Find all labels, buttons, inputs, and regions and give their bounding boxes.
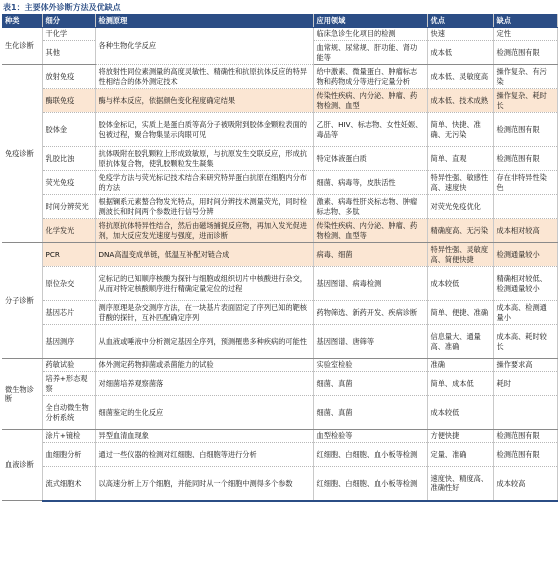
cons-cell [493, 396, 557, 430]
header-pros: 优点 [427, 14, 493, 28]
table-row [2, 147, 557, 171]
category-cell: 生化诊断 [2, 28, 42, 65]
header-row [2, 14, 557, 28]
cons-cell: 耗时 [493, 372, 557, 396]
principle-cell: 酶与样本反应，依据颜色变化程度确定结果 [95, 89, 313, 113]
pros-cell: 简单、成本低 [427, 372, 493, 396]
application-cell: 药物筛选、新药开发、疾病诊断 [313, 301, 427, 325]
principle-cell: 体外测定药物抑菌或杀菌能力的试验 [95, 359, 313, 372]
principle-cell: 以高速分析上万个细胞，并能同时从一个细胞中测得多个参数 [95, 467, 313, 501]
cons-cell: 操作复杂、有污染 [493, 65, 557, 89]
subtype-cell: 药敏试验 [42, 359, 95, 372]
subtype-cell: 干化学 [42, 28, 95, 41]
principle-cell: 将抗原抗体特异性结合，然后由磁场捕捉反应物，再加入发光促进剂，加大反应发光速度与强度，进而诊断 [95, 219, 313, 243]
principle-cell: 免疫学方法与荧光标记技术结合来研究特异蛋白抗原在细胞内分布的方法 [95, 171, 313, 195]
header-subtype: 细分 [42, 14, 95, 28]
table-row [2, 243, 557, 267]
principle-cell: 异型血清血现象 [95, 430, 313, 443]
subtype-cell: 涂片+镜检 [42, 430, 95, 443]
subtype-cell: 血细胞分析 [42, 443, 95, 467]
pros-cell: 特异性强、敏感性高、速度快 [427, 171, 493, 195]
table-row [2, 301, 557, 325]
pros-cell: 成本较低 [427, 396, 493, 430]
principle-cell: 细菌鉴定的生化反应 [95, 396, 313, 430]
table-row [2, 219, 557, 243]
subtype-cell: 培养+形态观察 [42, 372, 95, 396]
table-row [2, 430, 557, 443]
application-cell: 实验室检验 [313, 359, 427, 372]
pros-cell: 定量、准确 [427, 443, 493, 467]
cons-cell: 检测范围有限 [493, 147, 557, 171]
pros-cell: 成本低、技术成熟 [427, 89, 493, 113]
application-cell: 给中激素、微量蛋白、肿瘤标志物和药物成分等进行定量分析 [313, 65, 427, 89]
principle-cell: 将放射性同位素测量的高度灵敏性、精确性和抗原抗体反应的特异性相结合的体外测定技术 [95, 65, 313, 89]
application-cell: 激素、病毒性肝炎标志物、肿瘤标志物、多肽 [313, 195, 427, 219]
cons-cell: 检测范围有限 [493, 443, 557, 467]
cons-cell: 检测范围有限 [493, 41, 557, 65]
subtype-cell: 荧光免疫 [42, 171, 95, 195]
pros-cell: 特异性强、灵敏度高、简便快捷 [427, 243, 493, 267]
cons-cell: 成本较高 [493, 467, 557, 501]
application-cell: 细菌、真菌 [313, 372, 427, 396]
application-cell: 病毒、细菌 [313, 243, 427, 267]
cons-cell: 成本相对较高 [493, 219, 557, 243]
application-cell: 临床急诊生化项目的检测 [313, 28, 427, 41]
application-cell: 特定体液蛋白质 [313, 147, 427, 171]
table-row [2, 396, 557, 430]
subtype-cell: 化学发光 [42, 219, 95, 243]
principle-cell: 从血液或唾液中分析测定基因全序列，预测罹患多种疾病的可能性 [95, 325, 313, 359]
application-cell: 细菌、真菌 [313, 396, 427, 430]
cons-cell: 操作要求高 [493, 359, 557, 372]
table-row [2, 443, 557, 467]
subtype-cell: PCR [42, 243, 95, 267]
pros-cell: 简单、便捷、准确 [427, 301, 493, 325]
table-row [2, 359, 557, 372]
application-cell: 红细胞、白细胞、血小板等检测 [313, 467, 427, 501]
subtype-cell: 基因测序 [42, 325, 95, 359]
table-row [2, 113, 557, 147]
header-cons: 缺点 [493, 14, 557, 28]
table-row [2, 372, 557, 396]
subtype-cell: 流式细胞术 [42, 467, 95, 501]
application-cell: 基因图谱、唐筛等 [313, 325, 427, 359]
application-cell: 细菌、病毒等，皮肤活性 [313, 171, 427, 195]
pros-cell: 成本低 [427, 41, 493, 65]
pros-cell: 对荧光免疫优化 [427, 195, 493, 219]
subtype-cell: 酶联免疫 [42, 89, 95, 113]
cons-cell: 成本高、耗时较长 [493, 325, 557, 359]
table-row [2, 467, 557, 501]
table-row [2, 171, 557, 195]
subtype-cell: 乳胶比浊 [42, 147, 95, 171]
subtype-cell: 全自动微生物分析系统 [42, 396, 95, 430]
pros-cell: 速度快、精度高、准确性好 [427, 467, 493, 501]
cons-cell: 检测通量较小 [493, 243, 557, 267]
subtype-cell: 胶体金 [42, 113, 95, 147]
application-cell: 红细胞、白细胞、血小板等检测 [313, 443, 427, 467]
cons-cell: 定性 [493, 28, 557, 41]
category-cell: 血液诊断 [2, 430, 42, 501]
principle-cell: 根据镧系元素螯合物发光特点，用时间分辨技术测量荧光，同时检测波长和时间两个参数进行信号分辨 [95, 195, 313, 219]
pros-cell: 成本较低 [427, 267, 493, 301]
cons-cell: 精确相对较低、检测通量较小 [493, 267, 557, 301]
pros-cell: 成本低、灵敏度高 [427, 65, 493, 89]
application-cell: 乙肝、HIV、标志物、女性妊娠、毒品等 [313, 113, 427, 147]
principle-cell: 测序原理是杂交测序方法，在一块基片表面固定了序列已知的靶核苷酸的探针，互补匹配确定序列 [95, 301, 313, 325]
header-category: 种类 [2, 14, 42, 28]
table-row [2, 65, 557, 89]
subtype-cell: 其他 [42, 41, 95, 65]
table-row [2, 325, 557, 359]
table-row [2, 28, 557, 41]
application-cell: 血常规、尿常规、肝功能、肾功能等 [313, 41, 427, 65]
application-cell: 基因图谱、病毒检测 [313, 267, 427, 301]
ivd-methods-table [2, 14, 558, 502]
pros-cell: 简单、快捷、准确、无污染 [427, 113, 493, 147]
header-principle: 检测原理 [95, 14, 313, 28]
principle-cell: 对细菌培养观察菌落 [95, 372, 313, 396]
principle-cell: DNA高温变成单链，低温互补配对链合成 [95, 243, 313, 267]
principle-cell: 通过一些仪器的检测对红细胞、白细胞等进行分析 [95, 443, 313, 467]
table-caption: 表1：主要体外诊断方法及优缺点 [3, 3, 121, 12]
application-cell: 传染性疾病、内分泌、肿瘤、药物检测、血型等 [313, 219, 427, 243]
application-cell: 血型检验等 [313, 430, 427, 443]
table-row [2, 267, 557, 301]
cons-cell: 存在非特异性染色 [493, 171, 557, 195]
cons-cell: 检测范围有限 [493, 430, 557, 443]
cons-cell: 检测范围有限 [493, 113, 557, 147]
pros-cell: 方便快捷 [427, 430, 493, 443]
subtype-cell: 放射免疫 [42, 65, 95, 89]
pros-cell: 信息量大、通量高、准确 [427, 325, 493, 359]
cons-cell: 操作复杂、耗时长 [493, 89, 557, 113]
table-row [2, 89, 557, 113]
table-row [2, 195, 557, 219]
pros-cell: 简单、直观 [427, 147, 493, 171]
table-body [2, 28, 557, 501]
table-header [2, 14, 557, 28]
subtype-cell: 时间分辨荧光 [42, 195, 95, 219]
category-cell: 免疫诊断 [2, 65, 42, 243]
pros-cell: 快速 [427, 28, 493, 41]
cons-cell [493, 195, 557, 219]
principle-cell: 抗体吸附在胶乳颗粒上形成致敏原，与抗原发生交联反应，形成抗原抗体复合物，使乳胶颗粒发生凝集 [95, 147, 313, 171]
application-cell: 传染性疾病、内分泌、肿瘤、药物检测、血型 [313, 89, 427, 113]
principle-cell: 各种生物化学反应 [95, 28, 313, 65]
category-cell: 分子诊断 [2, 243, 42, 359]
subtype-cell: 基因芯片 [42, 301, 95, 325]
header-application: 应用领域 [313, 14, 427, 28]
cons-cell: 成本高、检测通量小 [493, 301, 557, 325]
pros-cell: 准确 [427, 359, 493, 372]
pros-cell: 精确度高、无污染 [427, 219, 493, 243]
subtype-cell: 原位杂交 [42, 267, 95, 301]
category-cell: 微生物诊断 [2, 359, 42, 430]
principle-cell: 胶体金标记，实质上是蛋白质等高分子被吸附到胶体金颗粒表面的包被过程，聚合物集显示肉眼可见 [95, 113, 313, 147]
principle-cell: 定标记的已知顺序核酸为探针与细胞或组织切片中核酸进行杂交，从而对特定核酸顺序进行精确定量定位的过程 [95, 267, 313, 301]
